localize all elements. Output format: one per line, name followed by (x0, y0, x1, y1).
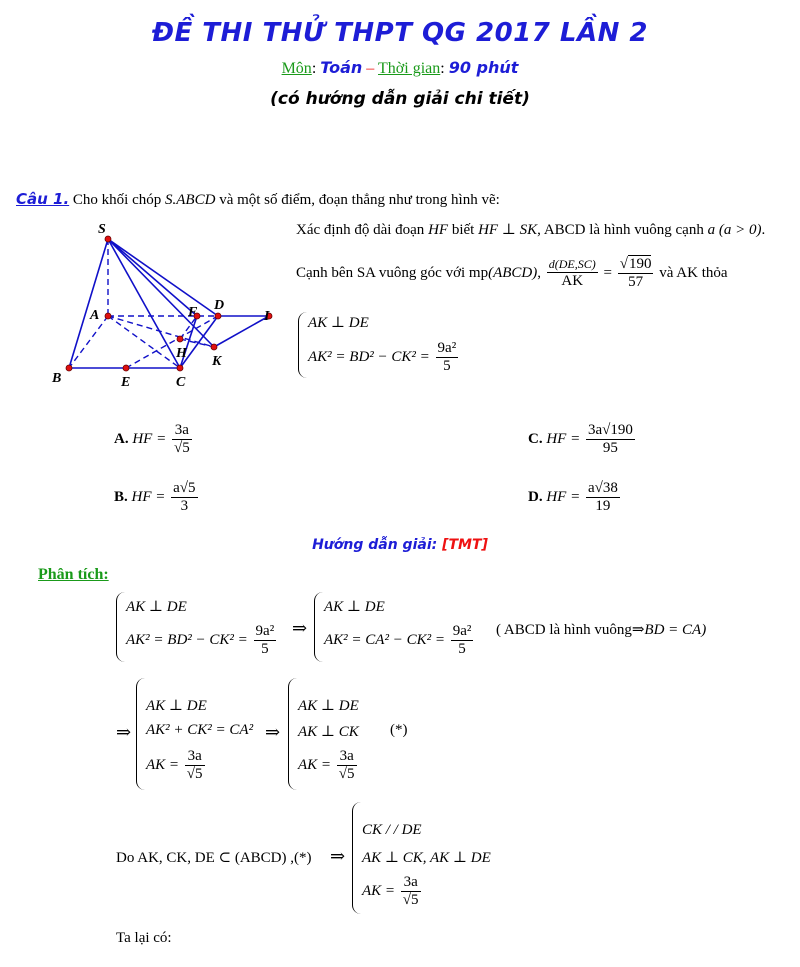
s4-frac (337, 748, 357, 784)
subject-value: Toán (320, 58, 363, 77)
s2-note-text: ( ABCD là hình vuông (496, 622, 632, 638)
q2-rhs-den: 57 (628, 274, 644, 291)
s5-den: √5 (402, 892, 419, 909)
pyramid-figure (40, 215, 290, 395)
s4-line1 (298, 696, 359, 715)
question-line-1: Xác định độ dài đoạn HF biết HF ⊥ SK, ABCD là hình vuông cạnh a (a > 0). (296, 222, 766, 238)
s5-frac (401, 874, 421, 910)
s4-l1: AK ⊥ DE (298, 698, 359, 714)
label-K: K (212, 354, 222, 369)
sys1-den: 5 (443, 358, 451, 375)
s5-brace (352, 802, 361, 914)
pyramid-name: S.ABCD (165, 192, 216, 208)
answer-b-den: 3 (180, 498, 189, 515)
solution-header (0, 537, 800, 553)
s3-den: √5 (186, 766, 203, 783)
q2-frac-den: AK (561, 272, 584, 289)
s3-l2: AK² + CK² = CA² (146, 722, 254, 738)
s3-line2 (146, 722, 253, 739)
s2-den: 5 (458, 641, 466, 658)
q1-apos: (a > 0) (718, 222, 762, 238)
sys1-line2 (308, 340, 460, 376)
analysis-label: Phân tích: (38, 566, 109, 583)
answer-b[interactable] (114, 480, 200, 516)
s2-note (496, 620, 706, 639)
q2-frac-num: d(DE,SC) (548, 256, 596, 271)
answer-a-den: √5 (173, 440, 190, 457)
answer-d-letter: D. (528, 489, 543, 506)
s5-l3: AK = (362, 883, 396, 900)
final-text: Ta lại có: (116, 930, 172, 946)
s2-line2 (324, 623, 475, 659)
s1-line1 (126, 597, 187, 616)
s2-num: 9a² (451, 623, 474, 641)
s1-frac (254, 623, 277, 659)
s2-line1 (324, 597, 385, 616)
sys1-brace (298, 312, 307, 378)
label-H: H (176, 346, 187, 361)
dash: – (366, 60, 375, 77)
q1-text: Xác định độ dài đoạn (296, 222, 425, 238)
q2-eq: = (603, 265, 612, 282)
s4-den: √5 (338, 766, 355, 783)
label-D: D (214, 298, 225, 313)
label-A: A (90, 308, 100, 323)
s1-line2 (126, 623, 278, 659)
q2-rhs-sqrt: 190 (628, 256, 652, 272)
arrow-1: ⇒ (292, 618, 308, 638)
label-F: F (188, 305, 198, 320)
s5-num: 3a (401, 874, 421, 892)
q1-hf: HF (428, 222, 449, 238)
s2-frac (451, 623, 474, 659)
intro-tail: và một số điểm, đoạn thẳng như trong hình vẽ: (219, 192, 500, 208)
sys1-frac (436, 340, 459, 376)
time-label: Thời gian (378, 60, 441, 77)
answer-b-num: a√5 (171, 480, 197, 498)
s5-line2 (362, 848, 491, 867)
answer-a[interactable] (114, 422, 194, 458)
answer-d-den: 19 (595, 498, 611, 515)
label-I: I (264, 309, 270, 324)
s4-l3: AK = (298, 757, 332, 774)
intro-text: Cho khối chóp (72, 192, 162, 208)
s5-l2: AK ⊥ CK, AK ⊥ DE (362, 850, 491, 866)
question-label: Câu 1. (16, 190, 70, 208)
s5-line1 (362, 822, 422, 839)
s3-num: 3a (185, 748, 205, 766)
s1-den: 5 (261, 641, 269, 658)
s1-num: 9a² (254, 623, 277, 641)
sys1-num: 9a² (436, 340, 459, 358)
s2-note-eq: BD = CA) (644, 622, 707, 638)
q1-tail: , ABCD là hình vuông cạnh (537, 222, 704, 238)
s3-l1: AK ⊥ DE (146, 698, 207, 714)
answer-d-frac (586, 480, 620, 516)
solution-tag: [TMT] (442, 537, 488, 553)
answer-c-den: 95 (602, 440, 618, 457)
q2-plane: (ABCD) (488, 265, 538, 282)
answer-c[interactable] (528, 422, 637, 458)
s3-frac (185, 748, 205, 784)
arrow-3: ⇒ (265, 722, 281, 742)
s2-l2: AK² = CA² − CK² = (324, 632, 445, 649)
sys1-l2: AK² = BD² − CK² = (308, 349, 430, 366)
s4-num: 3a (337, 748, 357, 766)
label-C: C (176, 375, 186, 390)
q1-a: a (707, 222, 716, 238)
s4-line2 (298, 722, 359, 741)
s4-line3 (298, 748, 359, 784)
answer-a-num: 3a (172, 422, 192, 440)
s4-l2: AK ⊥ CK (298, 724, 359, 740)
answer-b-frac (171, 480, 197, 516)
answer-c-lhs: HF = (546, 431, 581, 448)
q2-rhs-num: √190 (618, 256, 654, 274)
solution-title: Hướng dẫn giải: (312, 537, 438, 553)
label-E: E (121, 375, 131, 390)
answer-a-frac (172, 422, 192, 458)
s5-line3 (362, 874, 423, 910)
guide-note: (có hướng dẫn giải chi tiết) (270, 89, 530, 109)
sys1-line1 (308, 313, 369, 332)
q1-cond: HF ⊥ SK (478, 222, 538, 238)
answer-d[interactable] (528, 480, 622, 516)
q2-rhs (618, 256, 654, 292)
do-text: Do AK, CK, DE ⊂ (ABCD) ,(*) (116, 850, 312, 866)
answer-b-letter: B. (114, 489, 128, 506)
s3-brace (136, 678, 145, 790)
question-intro (16, 190, 500, 209)
label-B: B (52, 371, 62, 386)
s1-brace (116, 592, 125, 662)
star-mark: (*) (390, 722, 408, 738)
answer-d-num: a√38 (586, 480, 620, 498)
time-value: 90 phút (448, 58, 519, 77)
q2-tail: và AK thỏa (659, 265, 728, 282)
answer-c-num: 3a√190 (586, 422, 635, 440)
s1-l2: AK² = BD² − CK² = (126, 632, 248, 649)
q2-frac (547, 258, 598, 290)
label-S: S (98, 222, 106, 237)
question-line-2: Cạnh bên SA vuông góc với mp(ABCD), $\frac{d(DE,SC)}{AK}$ = $\frac{√190}{57}$ và AK thỏa (296, 256, 728, 291)
s2-note-arrow: ⇒ (631, 622, 645, 638)
s5-l1: CK / / DE (362, 822, 422, 838)
q2-text: Cạnh bên SA vuông góc với mp (296, 265, 489, 282)
answer-b-lhs: HF = (131, 489, 166, 506)
s3-line1 (146, 696, 207, 715)
s2-l1: AK ⊥ DE (324, 599, 385, 615)
s2-brace (314, 592, 323, 662)
page-title: ĐỀ THI THỬ THPT QG 2017 LẦN 2 (151, 18, 648, 48)
q1-biet: biết (451, 222, 475, 238)
answer-a-lhs: HF = (132, 431, 167, 448)
answer-d-lhs: HF = (546, 489, 581, 506)
sys1-l1: AK ⊥ DE (308, 315, 369, 331)
s3-l3: AK = (146, 757, 180, 774)
subject-line: Môn: Toán – Thời gian: 90 phút (281, 58, 519, 77)
s1-l1: AK ⊥ DE (126, 599, 187, 615)
answer-a-letter: A. (114, 431, 129, 448)
answer-c-frac (586, 422, 635, 458)
s3-line3 (146, 748, 207, 784)
arrow-2: ⇒ (116, 722, 132, 742)
s4-brace (288, 678, 297, 790)
arrow-4: ⇒ (330, 846, 346, 866)
subject-label: Môn (281, 60, 312, 77)
answer-c-letter: C. (528, 431, 543, 448)
